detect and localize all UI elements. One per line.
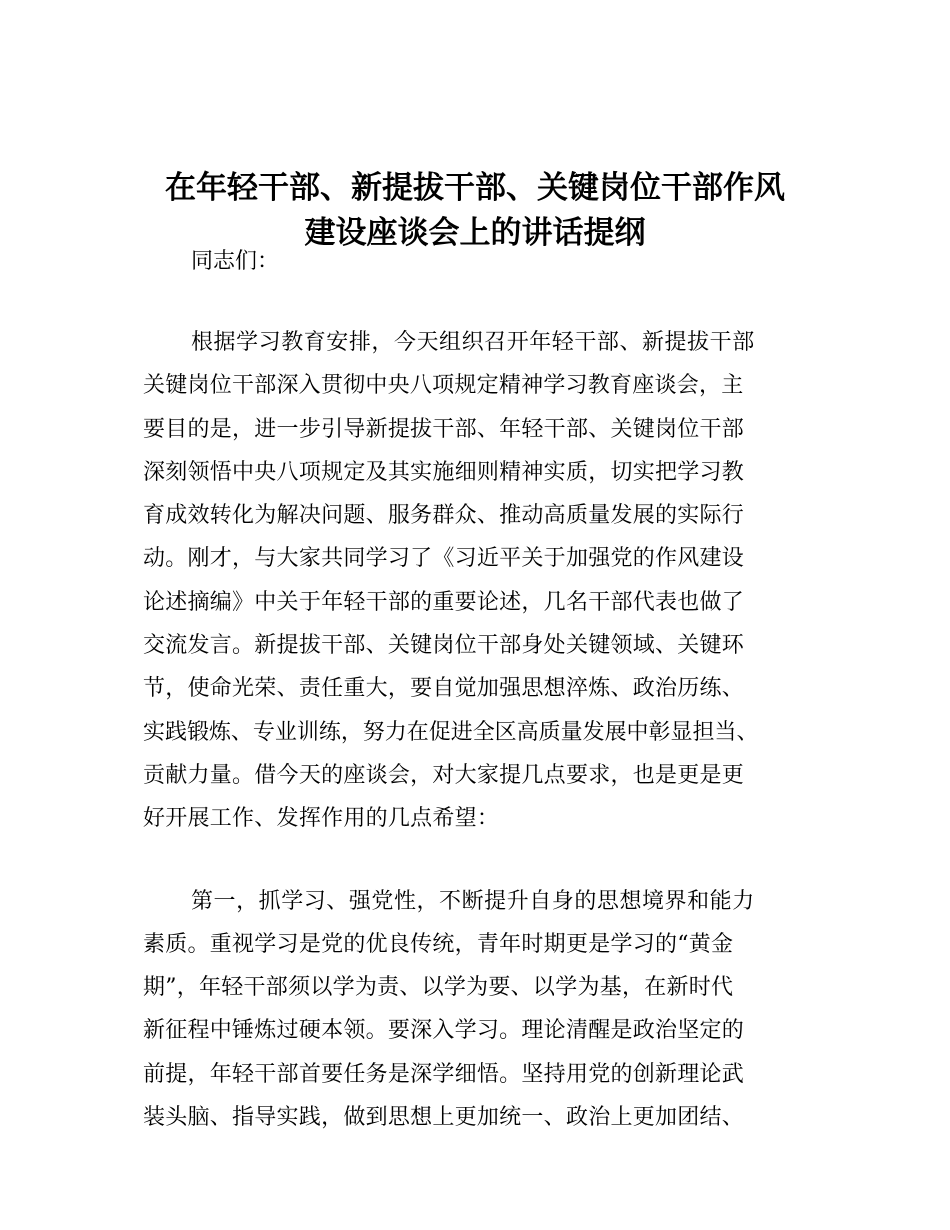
- document-body: [143, 240, 817, 1139]
- paragraph-2: [143, 880, 817, 1140]
- text-line: 实践锻炼、专业训练，努力在促进全区高质量发展中彰显担当、: [143, 719, 759, 745]
- title-line: 建设座谈会上的讲话提纲: [304, 215, 646, 251]
- text-line: 好开展工作、发挥作用的几点希望：: [143, 806, 500, 832]
- text-line: 育成效转化为解决问题、服务群众、推动高质量发展的实际行: [143, 503, 745, 529]
- text-line: 素质。重视学习是党的优良传统，青年时期更是学习的“黄金: [143, 931, 734, 957]
- paragraph-1: [143, 321, 817, 841]
- text-line: 关键岗位干部深入贯彻中央八项规定精神学习教育座谈会，主: [143, 373, 744, 399]
- text-line: 贡献力量。借今天的座谈会，对大家提几点要求，也是更是更: [143, 762, 745, 788]
- title-line: 在年轻干部、新提拔干部、关键岗位干部作风: [165, 170, 785, 206]
- text-line: 深刻领悟中央八项规定及其实施细则精神实质，切实把学习教: [143, 459, 745, 485]
- text-line: 交流发言。新提拔干部、关键岗位干部身处关键领域、关键环: [143, 633, 745, 659]
- text-line: 要目的是，进一步引导新提拔干部、年轻干部、关键岗位干部: [143, 416, 745, 442]
- text-line: 动。刚才，与大家共同学习了《习近平关于加强党的作风建设: [143, 546, 745, 572]
- text-line: 期”，年轻干部须以学为责、以学为要、以学为基，在新时代: [143, 975, 734, 1001]
- text-line: 前提，年轻干部首要任务是深学细悟。坚持用党的创新理论武: [143, 1061, 745, 1087]
- text-line: 新征程中锤炼过硬本领。要深入学习。理论清醒是政治坚定的: [143, 1018, 745, 1044]
- text-line: 节，使命光荣、责任重大，要自觉加强思想淬炼、政治历练、: [143, 676, 745, 702]
- text-line: 第一，抓学习、强党性，不断提升自身的思想境界和能力: [191, 888, 755, 914]
- text-line: 论述摘编》中关于年轻干部的重要论述，几名干部代表也做了: [143, 589, 745, 615]
- text-line: 根据学习教育安排，今天组织召开年轻干部、新提拔干部: [191, 330, 755, 355]
- salutation: 同志们：: [191, 249, 280, 274]
- text-line: 装头脑、指导实践，做到思想上更加统一、政治上更加团结、: [143, 1105, 745, 1131]
